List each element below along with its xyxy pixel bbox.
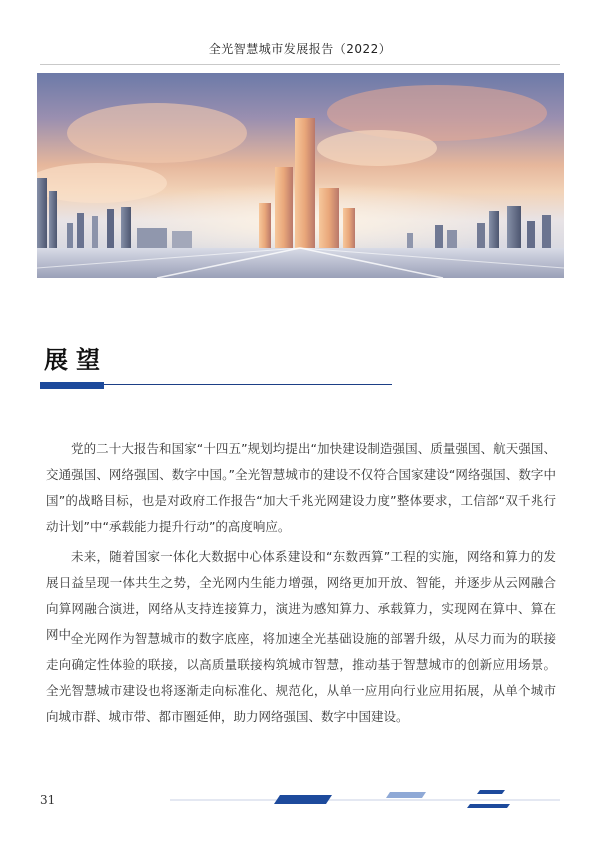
header-divider	[40, 64, 560, 65]
paragraph-text: 全光网作为智慧城市的数字底座，将加速全光基础设施的部署升级，从尽力而为的联接走向确定性体验的联接，以高质量联接构筑城市智慧，推动基于智慧城市的创新应用场景。全光智慧城市建设也将逐渐走向标准化、规范化，从单一应用向行业应用拓展，从单个城市向城市群、城市带、都市圈延伸，助力网络强国、数字中国建设。	[46, 631, 556, 724]
paragraph-3	[46, 626, 556, 730]
report-header-title: 全光智慧城市发展报告（2022）	[208, 42, 392, 56]
city-skyline-image	[37, 73, 564, 278]
footer-decoration	[170, 786, 560, 816]
title-underline-accent	[40, 382, 104, 389]
skyline-illustration	[37, 73, 564, 278]
paragraph-text: 未来，随着国家一体化大数据中心体系建设和“东数西算”工程的实施，网络和算力的发展日益呈现一体共生之势，全光网内生能力增强，网络更加开放、智能，并逐步从云网融合向算网融合演进，网络从支持连接算力，演进为感知算力、承载算力，实现网在算中、算在网中。	[46, 549, 556, 642]
paragraph-text: 党的二十大报告和国家“十四五”规划均提出“加快建设制造强国、质量强国、航天强国、交通强国、网络强国、数字中国。”全光智慧城市的建设不仅符合国家建设“网络强国、数字中国”的战略目标，也是对政府工作报告“加大千兆光网建设力度”整体要求，工信部“双千兆行动计划”中“承载能力提升行动”的高度响应。	[46, 441, 556, 534]
section-title: 展望	[44, 346, 108, 374]
paragraph-1	[46, 436, 556, 540]
page-number: 31	[40, 793, 56, 807]
